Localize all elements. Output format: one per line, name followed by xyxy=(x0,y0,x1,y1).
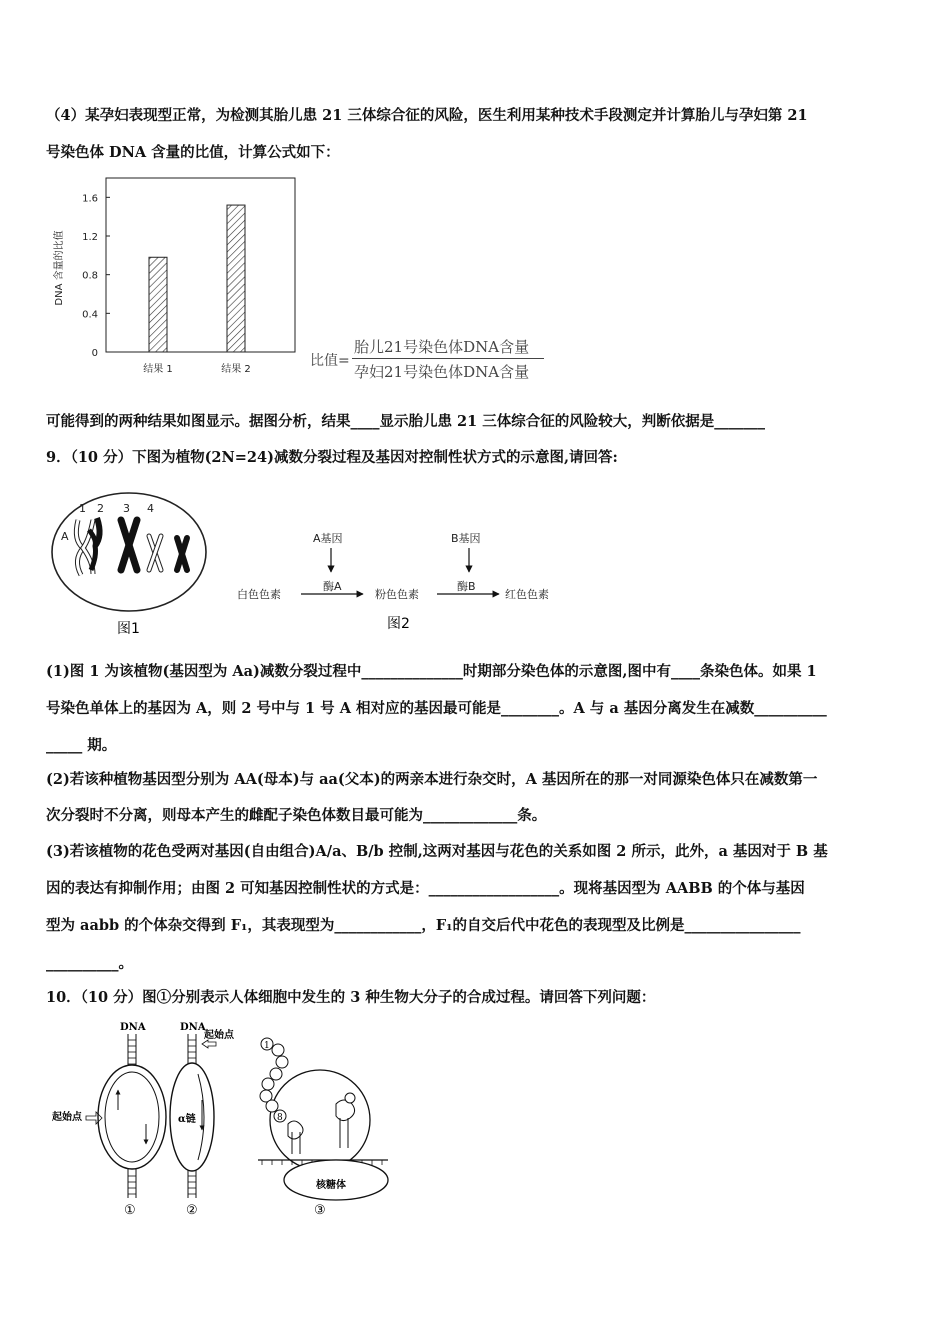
dna-label-1: DNA xyxy=(120,1022,146,1033)
gene-a-label: A基因 xyxy=(313,532,343,545)
formula-prefix: 比值= xyxy=(310,353,350,369)
chromosome-4 xyxy=(149,536,161,570)
q9-line-2: 号染色单体上的基因为 A，则 2 号中与 1 号 A 相对应的基因最可能是________。A 与 a 基因分离发生在减数__________ xyxy=(46,700,827,717)
dna-label-2: DNA xyxy=(180,1022,206,1033)
q8-result-line: 可能得到的两种结果如图显示。据图分析，结果____显示胎儿患 21 三体综合征的风险较大，判断依据是_______ xyxy=(46,413,766,430)
x-category-label: 结果 1 xyxy=(143,364,173,375)
chrom-label-3: 3 xyxy=(123,502,130,515)
pigment-white: 白色色素 xyxy=(237,588,281,601)
q9-figure1 xyxy=(45,490,215,640)
q8-part4-line1: （4）某孕妇表现型正常，为检测其胎儿患 21 三体综合征的风险，医生利用某种技术手段测定并计算胎儿与孕妇第 21 xyxy=(46,107,808,124)
formula-numerator: 胎儿21号染色体DNA含量 xyxy=(354,338,530,356)
q9-line-6: (3)若该植物的花色受两对基因(自由组合)A/a、B/b 控制,这两对基因与花色的关系如图 2 所示，此外，a 基因对于 B 基 xyxy=(46,843,828,860)
q9-line-9: __________。 xyxy=(46,955,133,972)
q9-line-1: (1)图 1 为该植物(基因型为 Aa)减数分裂过程中______________时期部分染色体的示意图,图中有____条染色体。如果 1 xyxy=(46,663,817,680)
enzyme-b-label: 酶B xyxy=(457,580,476,593)
chrom-label-4: 4 xyxy=(147,502,154,515)
alpha-chain-label: α链 xyxy=(178,1114,196,1125)
q9-line-3: _____ 期。 xyxy=(46,737,117,754)
q9-figure2 xyxy=(235,528,575,638)
fraction-bar xyxy=(352,358,544,359)
q9-line-8: 型为 aabb 的个体杂交得到 F₁，其表现型为____________，F₁的自交后代中花色的表现型及比例是________________ xyxy=(46,917,801,934)
q10-header: 10．（10 分）图①分别表示人体细胞中发生的 3 种生物大分子的合成过程。请回答下列问题： xyxy=(46,989,656,1006)
bar-2 xyxy=(227,205,245,352)
q9-line-5: 次分裂时不分离，则母本产生的雌配子染色体数目最可能为_____________条。 xyxy=(46,807,547,824)
origin-label-left: 起始点 xyxy=(52,1112,82,1123)
diagram-label-2: ② xyxy=(186,1203,198,1218)
x-category-label: 结果 2 xyxy=(221,364,251,375)
pigment-pink: 粉色色素 xyxy=(375,588,419,601)
chart-frame xyxy=(106,178,295,352)
ribosome-label: 核糖体 xyxy=(316,1180,346,1191)
chrom-label-1: 1 xyxy=(79,502,86,515)
dna-replication-diagram xyxy=(98,1034,166,1198)
diagram-label-3: ③ xyxy=(314,1203,326,1218)
q8-part4-line2: 号染色体 DNA 含量的比值，计算公式如下： xyxy=(46,144,340,161)
y-tick-label: 0.4 xyxy=(82,309,98,321)
figure1-label: 图1 xyxy=(117,621,140,637)
q9-line-7: 因的表达有抑制作用；由图 2 可知基因控制性状的方式是：__________________。现将基因型为 AABB 的个体与基因 xyxy=(46,880,805,897)
origin-label-top: 起始点 xyxy=(204,1030,234,1041)
q9-line-4: (2)若该种植物基因型分别为 AA(母本)与 aa(父本)的两亲本进行杂交时，A 基因所在的那一对同源染色体只在减数第一 xyxy=(46,771,818,788)
y-tick-label: 1.6 xyxy=(82,193,98,205)
y-tick-label: 1.2 xyxy=(82,232,98,243)
bar-1 xyxy=(149,257,167,352)
chromosome-pair-3 xyxy=(121,520,137,570)
q10-figure xyxy=(50,1020,410,1220)
chromosome-5 xyxy=(177,538,187,570)
chrom-label-2: 2 xyxy=(97,502,104,515)
y-tick-label: 0.8 xyxy=(82,270,98,282)
ratio-formula xyxy=(310,336,560,386)
figure2-label: 图2 xyxy=(387,616,410,632)
gene-b-label: B基因 xyxy=(451,532,481,545)
q9-header: 9．（10 分）下图为植物(2N=24)减数分裂过程及基因对控制性状方式的示意图,请回答: xyxy=(46,449,618,466)
y-tick-label: 0 xyxy=(91,348,98,359)
diagram-label-1: ① xyxy=(124,1203,136,1218)
chart-ylabel: DNA 含量的比值 xyxy=(54,230,65,306)
bead-first-label: 1 xyxy=(264,1041,270,1051)
enzyme-a-label: 酶A xyxy=(323,580,342,593)
pigment-red: 红色色素 xyxy=(505,588,549,601)
gene-label-a: A xyxy=(61,530,69,543)
chromosome-pair-1-2 xyxy=(76,518,99,575)
bead-last-label: 8 xyxy=(277,1113,283,1123)
dna-ratio-bar-chart xyxy=(40,170,310,395)
formula-denominator: 孕妇21号染色体DNA含量 xyxy=(354,363,530,381)
